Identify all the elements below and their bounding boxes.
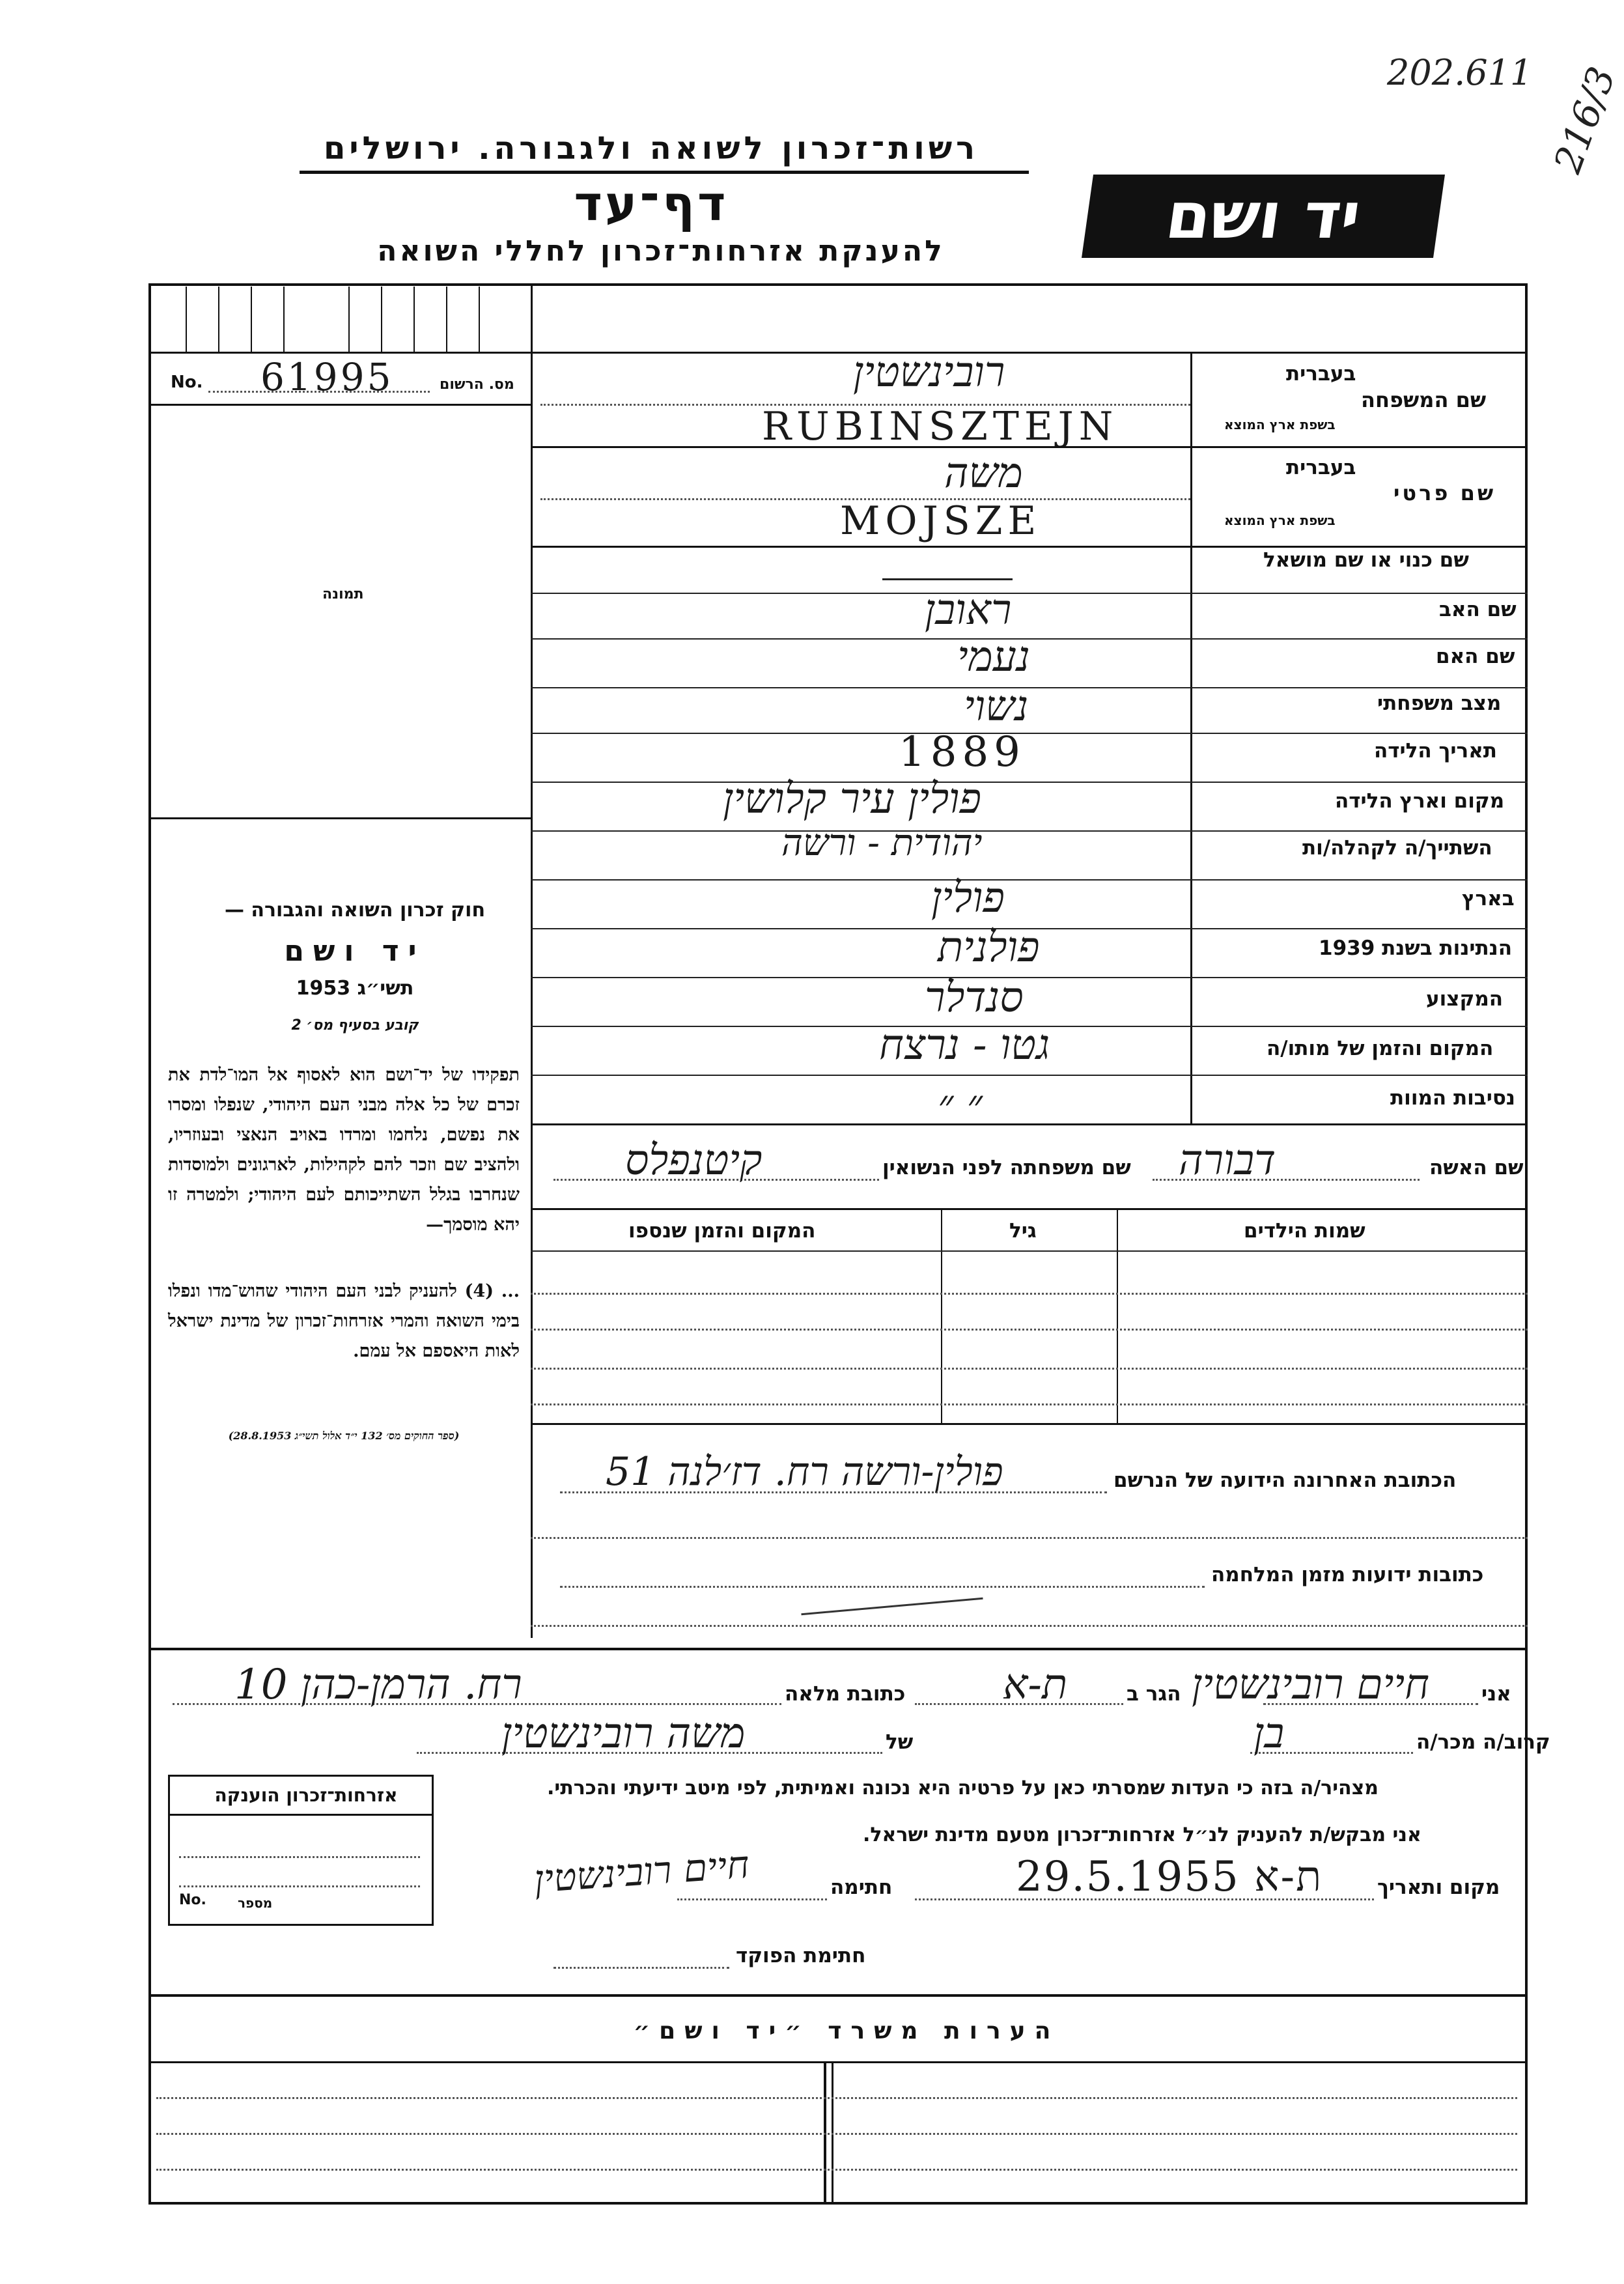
children-names-header: שמות הילדים	[1244, 1219, 1365, 1243]
declarant-i-label: אני	[1481, 1682, 1511, 1706]
last-address: פולין-ורשה רח. דז׳לנה 51	[606, 1449, 1003, 1495]
profession-label: המקצוע	[1426, 987, 1504, 1011]
office-notes-title: הערות משרד ״יד ושם״	[633, 2018, 1060, 2044]
folio-note: 216/3	[1545, 61, 1624, 179]
resides-city: ת-א	[1003, 1661, 1068, 1709]
death-cause: ״ ״	[938, 1081, 983, 1129]
citizenship-1939: פולנית	[938, 923, 1040, 972]
place-date: ת-א 29.5.1955	[1016, 1853, 1323, 1901]
birth-place: פולין עיר קלושין	[723, 775, 982, 823]
children-place-header: המקום והזמן שנספו	[628, 1219, 816, 1243]
last-address-label: הכתובת האחרונה הידועה של הנרשם	[1113, 1469, 1457, 1492]
place-date-label: מקום ותאריך	[1377, 1876, 1500, 1899]
law-section: קובע בסעיף מס׳ 2	[291, 1017, 419, 1034]
law-name: יד ושם	[284, 935, 426, 968]
law-reference: (ספר החוקים מס׳ 132 י״ד אלול תשי״ג 28.8.1953)	[228, 1430, 460, 1442]
declarant-address: רח. הרמן-כהן 10	[234, 1661, 522, 1709]
citizenship-box-no: No.	[179, 1892, 206, 1908]
birth-date-label: תאריך הלידה	[1374, 739, 1497, 763]
law-year: תשי״ג 1953	[296, 977, 414, 1000]
first-name-label: שם פרטי	[1393, 481, 1496, 505]
profession: סנדלר	[925, 974, 1024, 1022]
birth-date: 1889	[899, 728, 1026, 776]
father-label: שם האב	[1439, 598, 1517, 621]
in-origin-label-2: בשפת ארץ המוצא	[1224, 513, 1336, 528]
first-name-hebrew: משה	[944, 449, 1023, 498]
law-body: תפקידו של יד־ושם הוא לאסוף אל המו־לדת את זכרם של כל אלה מבני העם היהודי, שנפלו ומסרו את נפשם, נלחמו ומרדו באויב הנאצי ובעוזריו, ולהציב שם וזכר להם לקהילות, לארגונים ולמוסדות שנחרבו בגלל השתייכותם לעם היהודי; ולמטרה זו יהא מוסמך—	[168, 1065, 520, 1235]
photo-label: תמונה	[322, 586, 364, 602]
registration-label: מס. הרשום	[440, 376, 514, 393]
declarant-request: אני מבקש/ת להעניק לנ״ל אזרחות־זכרון מטעם מדינת ישראל.	[863, 1824, 1421, 1846]
in-hebrew-label-1: בעברית	[1286, 362, 1356, 386]
death-place-time: גטו - נרצח	[879, 1021, 1050, 1069]
in-origin-label-1: בשפת ארץ המוצא	[1224, 417, 1336, 432]
registration-number: 61995	[260, 355, 394, 399]
signature-label: חתימה	[830, 1876, 893, 1899]
law-clause: ... (4) להעניק לבני העם היהודי שהוש־מדו ונפלו בימי השואה והמרי אזרחות־זכרון של מדינת ישראל לאות היאספם אל עמם.	[168, 1281, 520, 1361]
wife-maiden-label: שם משפחתה לפני הנשואין	[882, 1156, 1131, 1179]
logo-text: יד ושם	[1161, 179, 1365, 253]
birth-place-label: מקום וארץ הלידה	[1335, 789, 1505, 813]
citizenship-box-number-label: מספר	[238, 1895, 273, 1911]
family-name-label: שם המשפחה	[1361, 388, 1487, 412]
mother-label: שם האם	[1436, 645, 1515, 668]
mother-name: נעמי	[957, 633, 1030, 681]
country: פולין	[931, 874, 1005, 922]
family-name-origin: RUBINSZTEJN	[762, 404, 1119, 449]
citizenship-box-title: אזרחות־זכרון הוענקה	[214, 1784, 398, 1806]
community-label: השתייך/ה לקהלה/ות	[1302, 836, 1492, 860]
nickname-dash	[882, 578, 1013, 580]
law-title: חוק זכרון השואה והגבורה —	[224, 899, 486, 922]
relative-label: קרוב/ה מכר/ה	[1416, 1730, 1550, 1754]
relative-of-name: משה רובינשטין	[501, 1710, 746, 1758]
relation: בן	[1253, 1710, 1285, 1758]
first-name-origin: MOJSZE	[840, 498, 1042, 544]
declarant-name: חיים רובינשטין	[1192, 1661, 1430, 1709]
registration-no-label: No.	[171, 373, 203, 392]
page-subtitle: להענקת אזרחות־זכרון לחללי השואה	[377, 234, 945, 268]
death-place-time-label: המקום והזמן של מותו/ה	[1267, 1037, 1494, 1060]
citizenship-1939-label: הנתינות בשנת 1939	[1319, 937, 1513, 960]
officer-signature-label: חתימת הפוקד	[736, 1944, 866, 1967]
wife-label: שם האשה	[1429, 1156, 1524, 1179]
wife-maiden-name: קיטנפלס	[625, 1136, 763, 1185]
father-name: ראובן	[925, 586, 1012, 634]
wartime-address-label: כתובות ידועות מזמן המלחמה	[1211, 1563, 1484, 1586]
community: יהודית - ורשה	[781, 822, 983, 864]
authority-line: רשות־זכרון לשואה ולגבורה. ירושלים	[323, 130, 979, 167]
yad-vashem-logo	[1082, 175, 1445, 258]
death-cause-label: נסיבות המוות	[1390, 1086, 1515, 1110]
page-title: דף־עד	[574, 176, 729, 232]
of-label: של	[886, 1730, 914, 1754]
wife-name: דבורה	[1179, 1136, 1276, 1185]
full-address-label: כתובת מלאה	[785, 1682, 906, 1706]
in-hebrew-label-2: בעברית	[1286, 456, 1356, 479]
declarant-signature: חיים רובינשטין	[533, 1842, 751, 1902]
marital-status-label: מצב משפחתי	[1377, 692, 1502, 715]
country-label: בארץ	[1462, 887, 1515, 910]
declarant-statement: מצהיר/ה בזה כי העדות שמסרתי כאן על פרטיה היא נכונה ואמיתית, לפי מיטב ידיעתי והכרתי.	[547, 1777, 1379, 1799]
family-name-hebrew: רובינשטין	[853, 348, 1005, 397]
authority-underline	[300, 171, 1029, 174]
nickname-label: שם כנוי או שם מושאל	[1263, 548, 1469, 572]
marital-status: נשוי	[964, 683, 1029, 731]
resides-label: הגר ב	[1127, 1682, 1181, 1706]
archive-number-note: 202.611	[1387, 52, 1533, 93]
children-age-header: גיל	[1009, 1219, 1037, 1243]
